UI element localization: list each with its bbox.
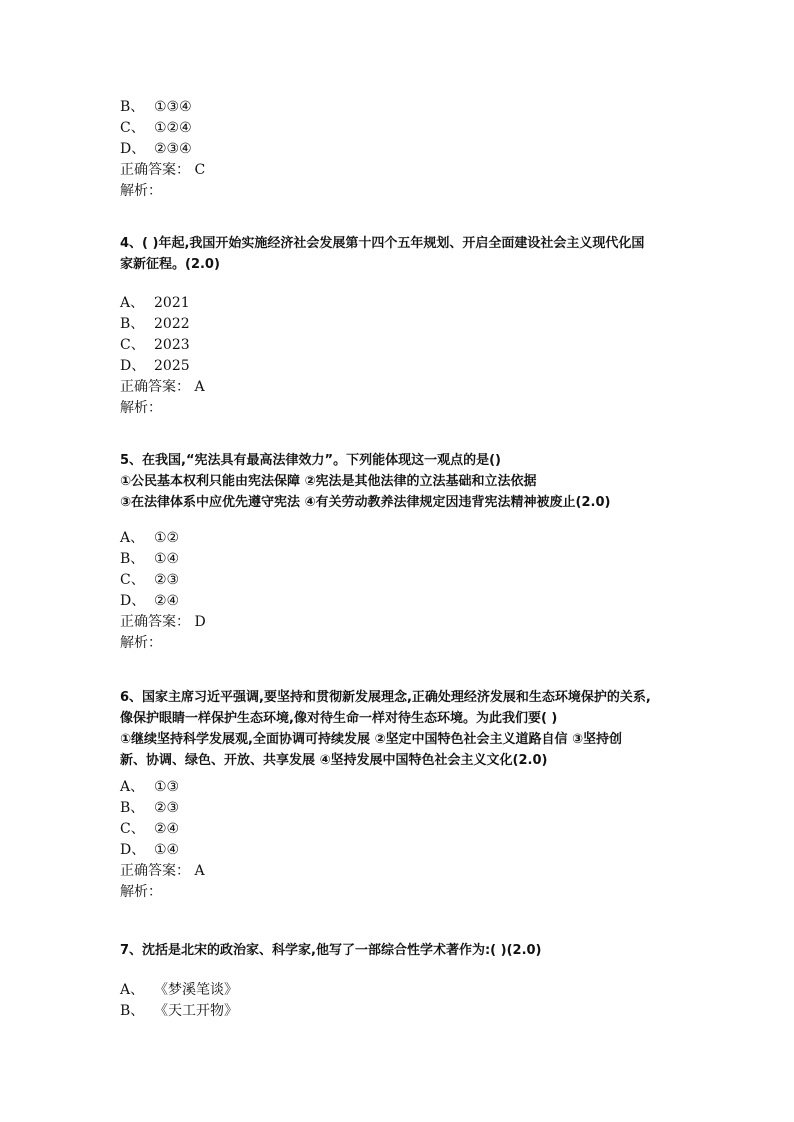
- option-c: C、 ①②④: [120, 120, 192, 136]
- option-a: A、 《梦溪笔谈》: [120, 982, 238, 998]
- correct-answer: 正确答案： C: [120, 162, 206, 178]
- option-d: D、 ②③④: [120, 141, 192, 157]
- option-b: B、 《天工开物》: [120, 1003, 238, 1019]
- option-a: A、 2021: [120, 295, 190, 311]
- option-b: B、 2022: [120, 316, 190, 332]
- option-a: A、 ①②: [120, 530, 180, 546]
- option-b: B、 ①④: [120, 551, 180, 567]
- option-b: B、 ①③④: [120, 99, 192, 115]
- question-6-stem: 6、国家主席习近平强调,要坚持和贯彻新发展理念,正确处理经济发展和生态环境保护的关系, 像保护眼睛一样保护生态环境,像对待生命一样对待生态环境。为此我们要( ) ①继续坚持科学发展观,全面协调可持续发展 ②坚定中国特色社会主义道路自信 ③坚持创 新、协调、绿色、开放、共享发展 ④坚持发展中国特色社会主义文化(2.0): [120, 690, 651, 768]
- option-b: B、 ②③: [120, 800, 180, 816]
- question-5-stem: 5、在我国,“宪法具有最高法律效力”。下列能体现这一观点的是() ①公民基本权利只能由宪法保障 ②宪法是其他法律的立法基础和立法依据 ③在法律体系中应优先遵守宪法 ④有关劳动教养法律规定因违背宪法精神被废止(2.0): [120, 453, 611, 510]
- option-c: C、 ②④: [120, 821, 180, 837]
- analysis-label: 解析：: [120, 400, 162, 416]
- option-c: C、 2023: [120, 337, 190, 353]
- correct-answer: 正确答案： A: [120, 863, 205, 879]
- option-d: D、 2025: [120, 358, 190, 374]
- question-4-stem: 4、( )年起,我国开始实施经济社会发展第十四个五年规划、开启全面建设社会主义现代化国 家新征程。(2.0): [120, 236, 645, 272]
- correct-answer: 正确答案： D: [120, 614, 206, 630]
- analysis-label: 解析：: [120, 884, 162, 900]
- option-c: C、 ②③: [120, 572, 180, 588]
- analysis-label: 解析：: [120, 635, 162, 651]
- option-d: D、 ②④: [120, 593, 180, 609]
- correct-answer: 正确答案： A: [120, 379, 205, 395]
- option-a: A、 ①③: [120, 779, 180, 795]
- option-d: D、 ①④: [120, 842, 180, 858]
- question-7-stem: 7、沈括是北宋的政治家、科学家,他写了一部综合性学术著作为:( )(2.0): [120, 943, 542, 958]
- analysis-label: 解析：: [120, 183, 162, 199]
